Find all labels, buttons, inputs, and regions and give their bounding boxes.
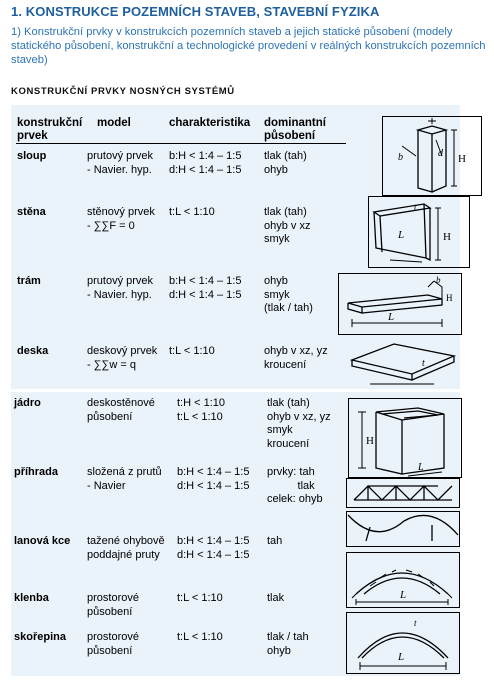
row-char: b:H < 1:4 – 1:5 d:H < 1:4 – 1:5 [177, 466, 250, 492]
intro-paragraph: 1) Konstrukční prvky v konstrukcích pozemních staveb a jejich statické působení (modely statického působení, konstrukční a technologické provedení v reálných konstrukcích pozemních staveb) [11, 26, 486, 66]
svg-text:L: L [388, 311, 395, 323]
header-element: konstrukční prvek [17, 117, 83, 142]
beam-sketch [338, 273, 462, 335]
row-model: prutový prvek - Navier. hyp. [87, 150, 154, 176]
row-model: složená z prutů - Navier [87, 466, 162, 492]
row-name: příhrada [14, 466, 59, 478]
page-title: 1. KONSTRUKCE POZEMNÍCH STAVEB, STAVEBNÍ FYZIKA [11, 4, 380, 19]
svg-text:t: t [414, 618, 417, 628]
svg-text:L: L [398, 229, 405, 241]
row-model: deskostěnové působení [87, 397, 155, 423]
row-char: b:H < 1:4 – 1:5 d:H < 1:4 – 1:5 [169, 150, 242, 176]
svg-text:t: t [422, 358, 425, 369]
row-model: prutový prvek - Navier. hyp. [87, 275, 154, 301]
row-dominant: tlak / tah ohyb [267, 631, 309, 657]
vault-sketch [346, 552, 460, 608]
row-name: deska [17, 345, 49, 357]
row-name: skořepina [14, 631, 66, 643]
row-model: tažené ohybově poddajné pruty [87, 535, 165, 561]
header-characteristics: charakteristika [169, 117, 251, 129]
row-name: jádro [14, 397, 41, 409]
svg-text:L: L [418, 462, 424, 473]
svg-text:H: H [443, 231, 451, 243]
row-char: t:H < 1:10 t:L < 1:10 [177, 397, 226, 423]
row-name: sloup [17, 150, 47, 162]
row-dominant: ohyb smyk (tlak / tah) [264, 275, 313, 314]
row-name: stěna [17, 206, 46, 218]
svg-text:b: b [398, 152, 403, 163]
svg-text:H: H [458, 153, 466, 165]
row-name: lanová kce [14, 535, 71, 547]
column-sketch [382, 116, 482, 196]
row-dominant: prvky: tah tlak celek: ohyb [267, 466, 323, 505]
svg-text:H: H [366, 435, 374, 447]
row-char: t:L < 1:10 [169, 206, 215, 218]
truss-sketch [346, 478, 460, 508]
row-name: klenba [14, 592, 49, 604]
row-char: b:H < 1:4 – 1:5 d:H < 1:4 – 1:5 [177, 535, 250, 561]
header-rule [16, 143, 346, 144]
svg-text:L: L [400, 589, 407, 601]
row-model: prostorové působení [87, 631, 139, 657]
row-model: prostorové působení [87, 592, 139, 618]
svg-text:t: t [414, 202, 417, 212]
row-dominant: ohyb v xz, yz kroucení [264, 345, 328, 371]
row-dominant: tlak (tah) ohyb v xz, yz smyk kroucení [267, 397, 331, 450]
header-model: model [97, 117, 131, 129]
wall-sketch [368, 196, 470, 268]
svg-text:d: d [438, 148, 443, 159]
core-sketch [348, 398, 462, 478]
svg-text:H: H [446, 293, 453, 303]
row-char: t:L < 1:10 [177, 592, 223, 604]
row-model: stěnový prvek - ∑∑F = 0 [87, 206, 155, 232]
row-name: trám [17, 275, 41, 287]
row-model: deskový prvek - ∑∑w = q [87, 345, 158, 371]
row-dominant: tlak (tah) ohyb v xz smyk [264, 206, 311, 245]
row-dominant: tah [267, 535, 283, 547]
section-subheading: KONSTRUKČNÍ PRVKY NOSNÝCH SYSTÉMŮ [11, 86, 235, 97]
row-char: b:H < 1:4 – 1:5 d:H < 1:4 – 1:5 [169, 275, 242, 301]
row-dominant: tlak (tah) ohyb [264, 150, 307, 176]
row-char: t:L < 1:10 [169, 345, 215, 357]
cable-sketch [346, 511, 460, 547]
row-char: t:L < 1:10 [177, 631, 223, 643]
svg-text:b: b [436, 275, 441, 285]
header-dominant: dominantní působení [264, 117, 326, 142]
svg-text:L: L [398, 651, 405, 663]
shell-sketch [346, 612, 460, 674]
row-dominant: tlak [267, 592, 285, 604]
slab-sketch [346, 340, 460, 392]
